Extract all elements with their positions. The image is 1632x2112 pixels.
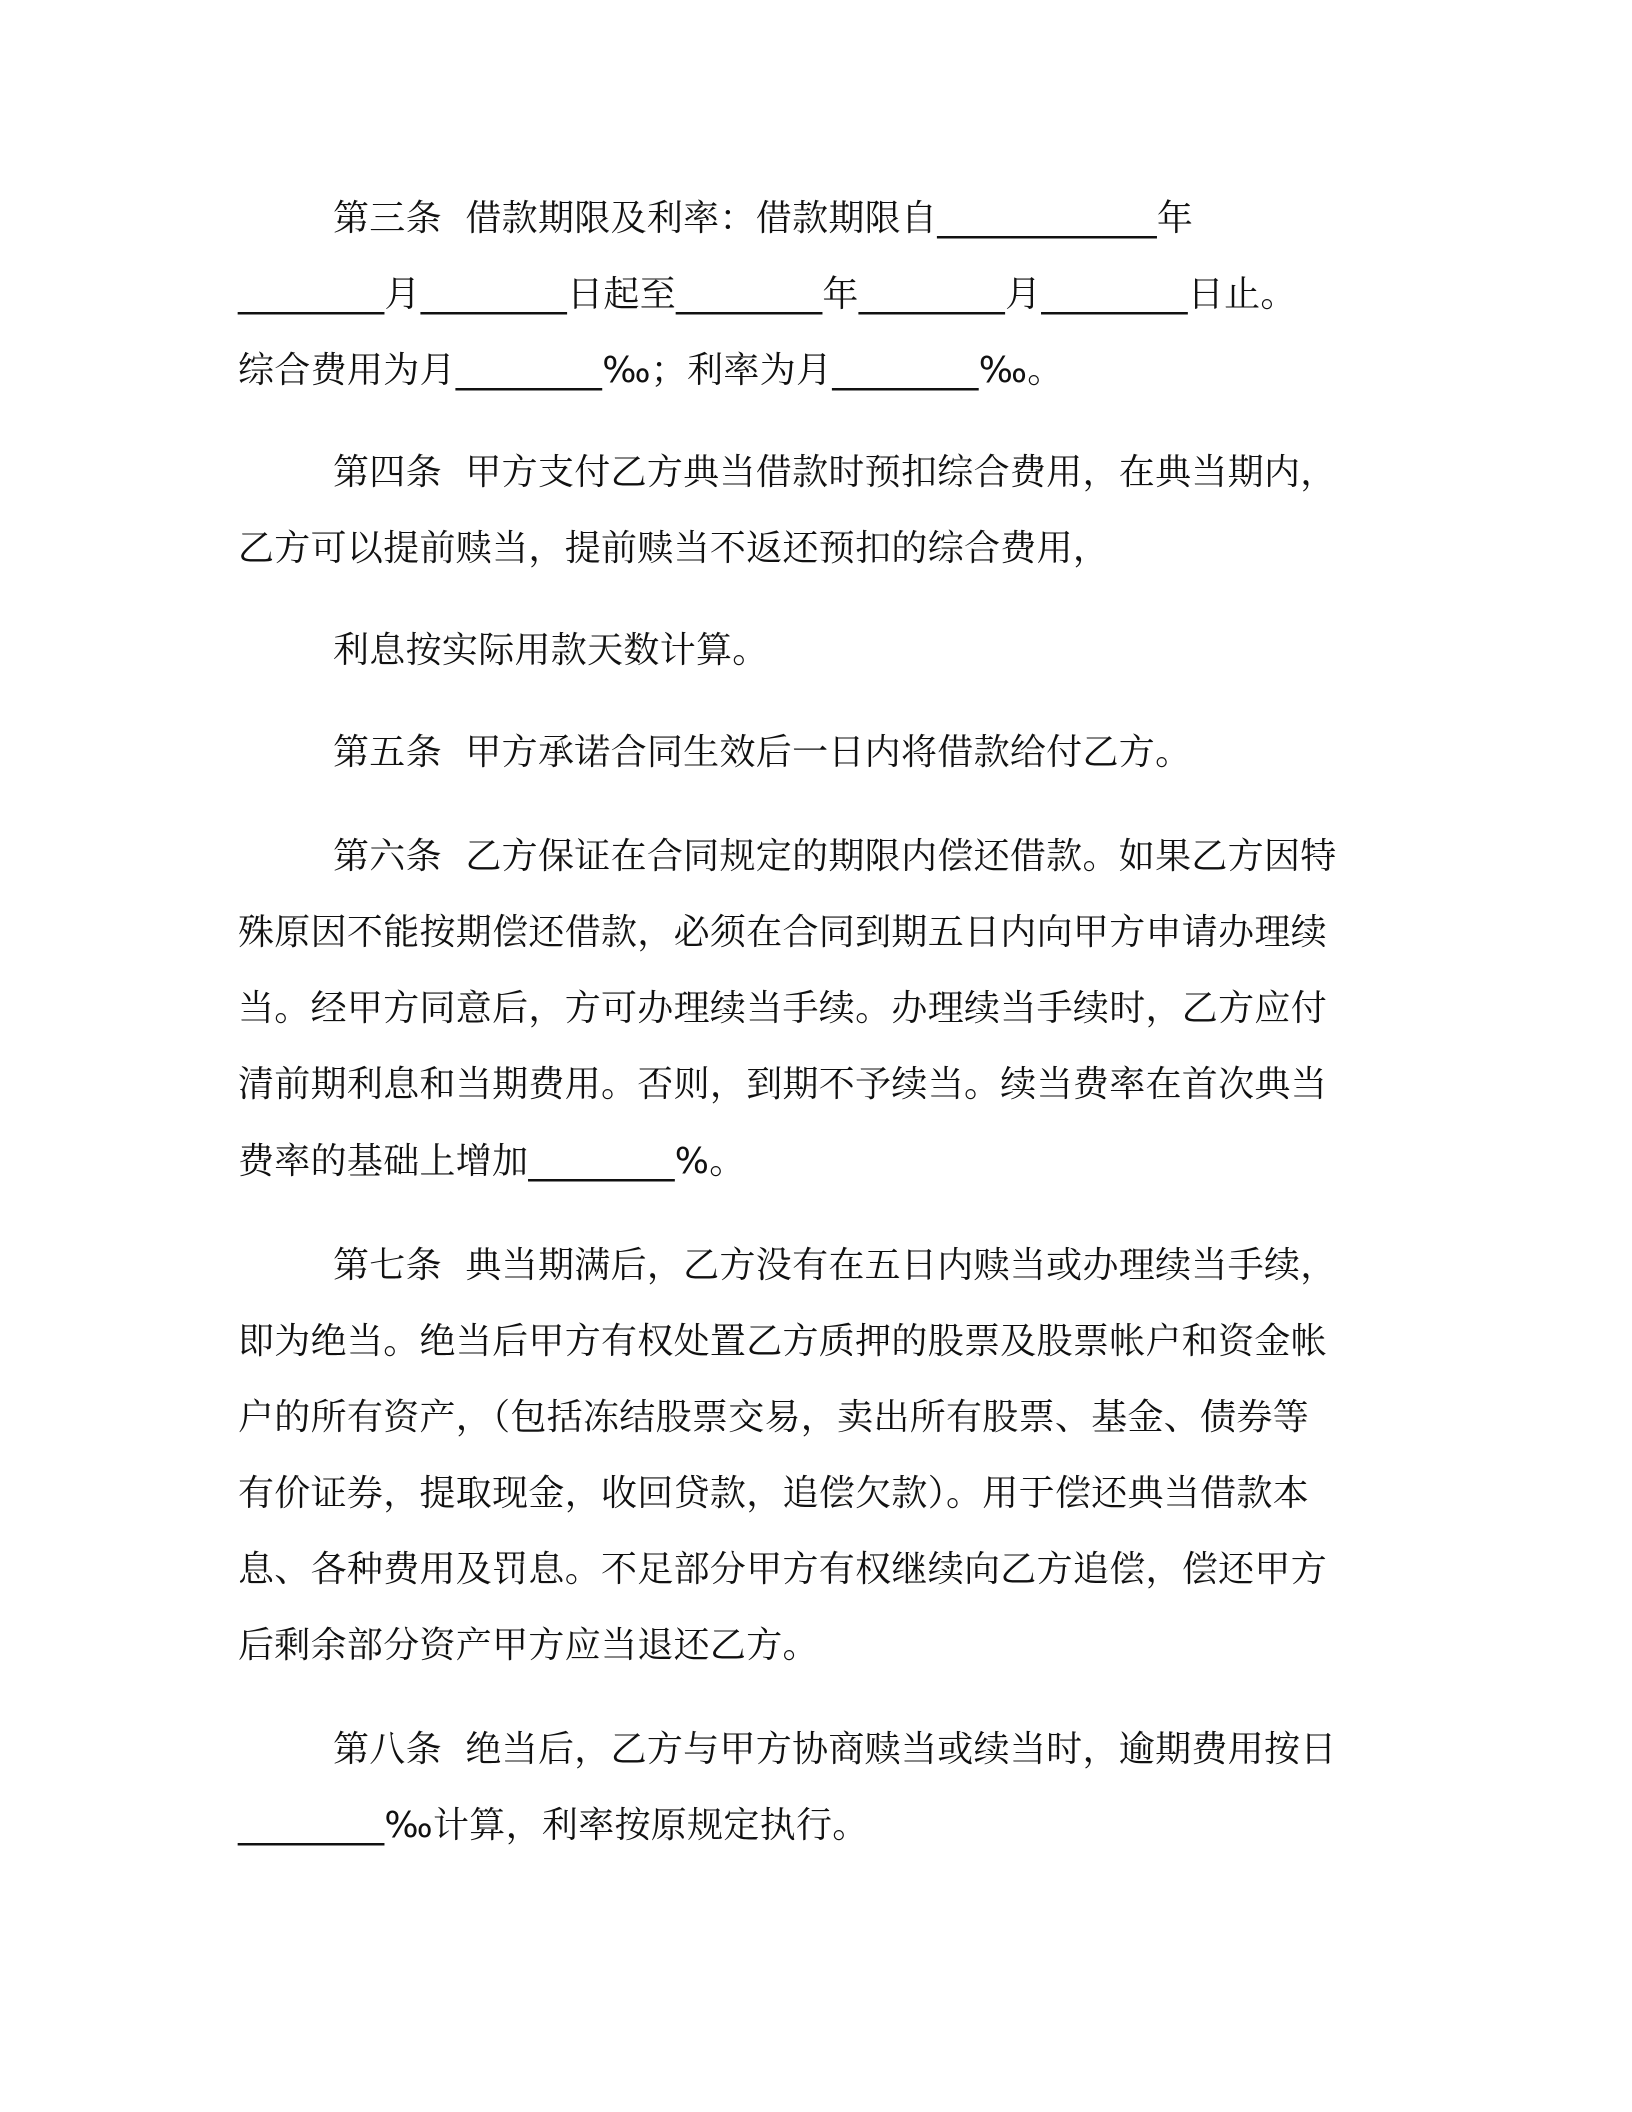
article-7-line-4: 有价证券，提取现金，收回贷款，追偿欠款）。用于偿还典当借款本: [238, 1473, 1310, 1514]
article-6-line-1: 第六条 乙方保证在合同规定的期限内偿还借款。如果乙方因特: [333, 836, 1337, 877]
article-7-line-1: 第七条 典当期满后，乙方没有在五日内赎当或办理续当手续，: [333, 1245, 1337, 1286]
article-5-line-1: 第五条 甲方承诺合同生效后一日内将借款给付乙方。: [333, 732, 1192, 773]
article-4-line-2: 乙方可以提前赎当，提前赎当不返还预扣的综合费用，: [238, 528, 1110, 569]
article-8-line-1: 第八条 绝当后，乙方与甲方协商赎当或续当时，逾期费用按日: [333, 1729, 1337, 1770]
article-6-line-5: 费率的基础上增加________%。: [238, 1141, 746, 1182]
article-4-line-1: 第四条 甲方支付乙方典当借款时预扣综合费用，在典当期内，: [333, 452, 1337, 493]
article-4-line-3: 利息按实际用款天数计算。: [333, 630, 769, 671]
article-3-line-1: 第三条 借款期限及利率：借款期限自____________年: [333, 198, 1194, 239]
article-3-line-3: 综合费用为月________‰；利率为月________‰。: [238, 350, 1064, 391]
article-6-line-4: 清前期利息和当期费用。否则，到期不予续当。续当费率在首次典当: [238, 1064, 1328, 1105]
article-7-line-6: 后剩余部分资产甲方应当退还乙方。: [238, 1625, 819, 1666]
article-7-line-5: 息、各种费用及罚息。不足部分甲方有权继续向乙方追偿，偿还甲方: [238, 1549, 1328, 1590]
article-3-line-2: ________月________日起至________年________月________日止。: [238, 274, 1297, 315]
article-6-line-2: 殊原因不能按期偿还借款，必须在合同到期五日内向甲方申请办理续: [238, 912, 1328, 953]
article-7-line-2: 即为绝当。绝当后甲方有权处置乙方质押的股票及股票帐户和资金帐: [238, 1321, 1328, 1362]
article-8-line-2: ________‰计算，利率按原规定执行。: [238, 1805, 869, 1846]
article-6-line-3: 当。经甲方同意后，方可办理续当手续。办理续当手续时，乙方应付: [238, 988, 1328, 1029]
article-7-line-3: 户的所有资产，（包括冻结股票交易，卖出所有股票、基金、债券等: [238, 1397, 1310, 1438]
